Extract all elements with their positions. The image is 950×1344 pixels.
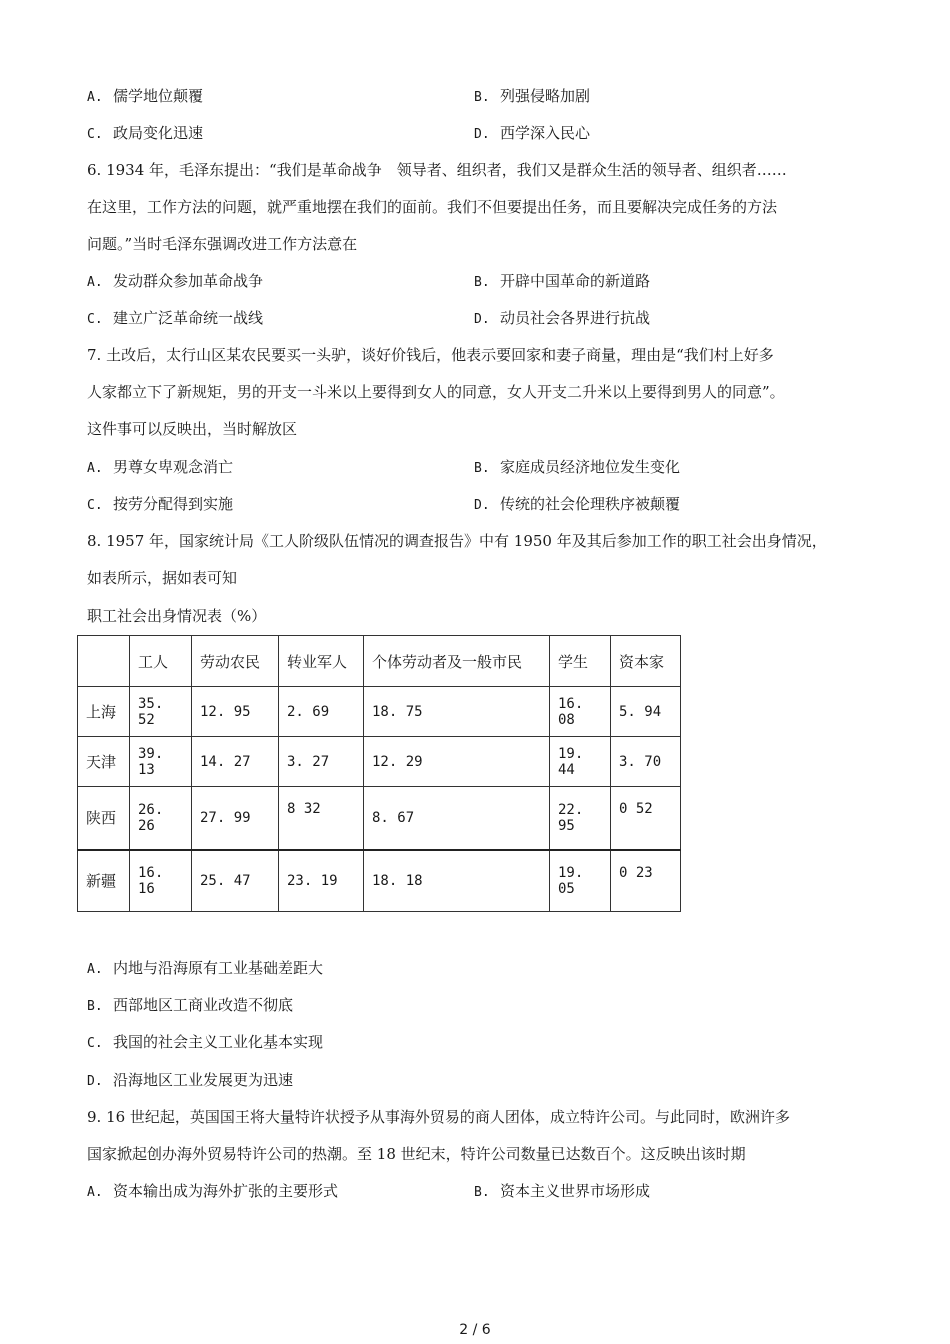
- table-cell: 新疆: [78, 850, 130, 912]
- q8-stem-line: 如表所示，据如表可知: [87, 569, 238, 587]
- option-text: 内地与沿海原有工业基础差距大: [113, 959, 324, 977]
- table-header-cell: 转业军人: [279, 636, 364, 687]
- q6-option-d[interactable]: [474, 308, 650, 330]
- table-cell: 2. 69: [279, 687, 364, 737]
- option-letter: D.: [474, 127, 490, 142]
- page-number: 2 / 6: [459, 1322, 491, 1338]
- option-text: 家庭成员经济地位发生变化: [500, 458, 681, 476]
- table-row: [78, 787, 681, 850]
- table-cell: 5. 94: [611, 687, 681, 737]
- option-text: 列强侵略加剧: [500, 87, 591, 105]
- table-cell: 16. 08: [550, 687, 611, 737]
- option-text: 资本主义世界市场形成: [500, 1182, 651, 1200]
- option-text: 西学深入民心: [500, 124, 591, 142]
- option-letter: D.: [474, 498, 490, 513]
- table-header-cell: 学生: [550, 636, 611, 687]
- table-header-cell: 资本家: [611, 636, 681, 687]
- q5-option-d[interactable]: [474, 123, 590, 145]
- q6-stem-line: 在这里，工作方法的问题，就严重地摆在我们的面前。我们不但要提出任务，而且要解决完成任务的方法: [87, 198, 778, 216]
- table-cell: 35. 52: [130, 687, 192, 737]
- q9-stem-line: 9. 16 世纪起，英国国王将大量特许状授予从事海外贸易的商人团体，成立特许公司。与此同时，欧洲许多: [87, 1108, 790, 1126]
- social-origin-table: [77, 635, 681, 912]
- table-cell: 14. 27: [192, 737, 279, 787]
- table-cell: 天津: [78, 737, 130, 787]
- table-cell: 0 23: [611, 850, 681, 912]
- table-cell: 23. 19: [279, 850, 364, 912]
- q5-option-a[interactable]: [87, 86, 203, 108]
- table-cell: 上海: [78, 687, 130, 737]
- option-letter: A.: [87, 275, 103, 290]
- table-cell: 26. 26: [130, 787, 192, 850]
- table-row: [78, 737, 681, 787]
- option-letter: C.: [87, 127, 103, 142]
- q7-stem-line: 人家都立下了新规矩，男的开支一斗米以上要得到女人的同意，女人开支二升米以上要得到男人的同意”。: [87, 383, 785, 401]
- option-text: 开辟中国革命的新道路: [500, 272, 651, 290]
- option-letter: A.: [87, 90, 103, 105]
- q9-option-b[interactable]: [474, 1181, 650, 1203]
- q7-option-d[interactable]: [474, 494, 680, 516]
- table-cell: 19. 44: [550, 737, 611, 787]
- table-cell: 39. 13: [130, 737, 192, 787]
- option-letter: B.: [474, 1185, 490, 1200]
- table-cell: 16. 16: [130, 850, 192, 912]
- option-letter: A.: [87, 962, 103, 977]
- table-title: 职工社会出身情况表（%）: [87, 607, 267, 625]
- option-text: 按劳分配得到实施: [113, 495, 234, 513]
- q8-stem-line: 8. 1957 年，国家统计局《工人阶级队伍情况的调查报告》中有 1950 年及其后参加工作的职工社会出身情况，: [87, 532, 827, 550]
- table-header-cell: 劳动农民: [192, 636, 279, 687]
- table-cell: 8 32: [279, 787, 364, 850]
- q8-option-b[interactable]: [87, 995, 293, 1017]
- option-text: 沿海地区工业发展更为迅速: [113, 1071, 294, 1089]
- table-cell: 19. 05: [550, 850, 611, 912]
- q8-option-c[interactable]: [87, 1032, 323, 1054]
- q8-option-d[interactable]: [87, 1070, 293, 1092]
- q7-option-a[interactable]: [87, 457, 233, 479]
- q7-option-c[interactable]: [87, 494, 233, 516]
- option-letter: B.: [474, 275, 490, 290]
- option-letter: B.: [474, 461, 490, 476]
- q6-option-c[interactable]: [87, 308, 263, 330]
- table-cell: 0 52: [611, 787, 681, 850]
- table-cell: 18. 18: [364, 850, 550, 912]
- table-row: [78, 687, 681, 737]
- option-text: 资本输出成为海外扩张的主要形式: [113, 1182, 339, 1200]
- option-letter: C.: [87, 1036, 103, 1051]
- option-text: 男尊女卑观念消亡: [113, 458, 234, 476]
- q9-stem-line: 国家掀起创办海外贸易特许公司的热潮。至 18 世纪末，特许公司数量已达数百个。这反映出该时期: [87, 1145, 746, 1163]
- option-letter: C.: [87, 498, 103, 513]
- q6-stem-line: 6. 1934 年，毛泽东提出：“我们是革命战争 领导者、组织者，我们又是群众生活的领导者、组织者……: [87, 161, 787, 179]
- table-cell: 18. 75: [364, 687, 550, 737]
- q9-option-a[interactable]: [87, 1181, 338, 1203]
- q7-stem-line: 这件事可以反映出，当时解放区: [87, 420, 298, 438]
- table-row: [78, 850, 681, 912]
- q5-option-c[interactable]: [87, 123, 203, 145]
- table-cell: 22. 95: [550, 787, 611, 850]
- q5-option-b[interactable]: [474, 86, 590, 108]
- option-letter: D.: [474, 312, 490, 327]
- option-text: 西部地区工商业改造不彻底: [113, 996, 294, 1014]
- option-text: 发动群众参加革命战争: [113, 272, 264, 290]
- table-cell: 25. 47: [192, 850, 279, 912]
- option-text: 我国的社会主义工业化基本实现: [113, 1033, 324, 1051]
- option-letter: B.: [474, 90, 490, 105]
- q7-stem-line: 7. 土改后，太行山区某农民要买一头驴，谈好价钱后，他表示要回家和妻子商量，理由是“我们村上好多: [87, 346, 774, 364]
- table-header-cell: 工人: [130, 636, 192, 687]
- q6-option-b[interactable]: [474, 271, 650, 293]
- table-cell: 12. 95: [192, 687, 279, 737]
- table-cell: 12. 29: [364, 737, 550, 787]
- q8-option-a[interactable]: [87, 958, 323, 980]
- table-cell: 3. 27: [279, 737, 364, 787]
- option-text: 动员社会各界进行抗战: [500, 309, 651, 327]
- option-text: 儒学地位颠覆: [113, 87, 204, 105]
- table-header-cell: [78, 636, 130, 687]
- table-cell: 27. 99: [192, 787, 279, 850]
- option-text: 建立广泛革命统一战线: [113, 309, 264, 327]
- table-cell: 3. 70: [611, 737, 681, 787]
- table-header-cell: 个体劳动者及一般市民: [364, 636, 550, 687]
- table-cell: 陕西: [78, 787, 130, 850]
- option-letter: B.: [87, 999, 103, 1014]
- option-letter: C.: [87, 312, 103, 327]
- option-letter: A.: [87, 461, 103, 476]
- q7-option-b[interactable]: [474, 457, 680, 479]
- table-header-row: [78, 636, 681, 687]
- option-letter: D.: [87, 1074, 103, 1089]
- table-cell: 8. 67: [364, 787, 550, 850]
- option-text: 传统的社会伦理秩序被颠覆: [500, 495, 681, 513]
- q6-stem-line: 问题。”当时毛泽东强调改进工作方法意在: [87, 235, 358, 253]
- option-letter: A.: [87, 1185, 103, 1200]
- q6-option-a[interactable]: [87, 271, 263, 293]
- option-text: 政局变化迅速: [113, 124, 204, 142]
